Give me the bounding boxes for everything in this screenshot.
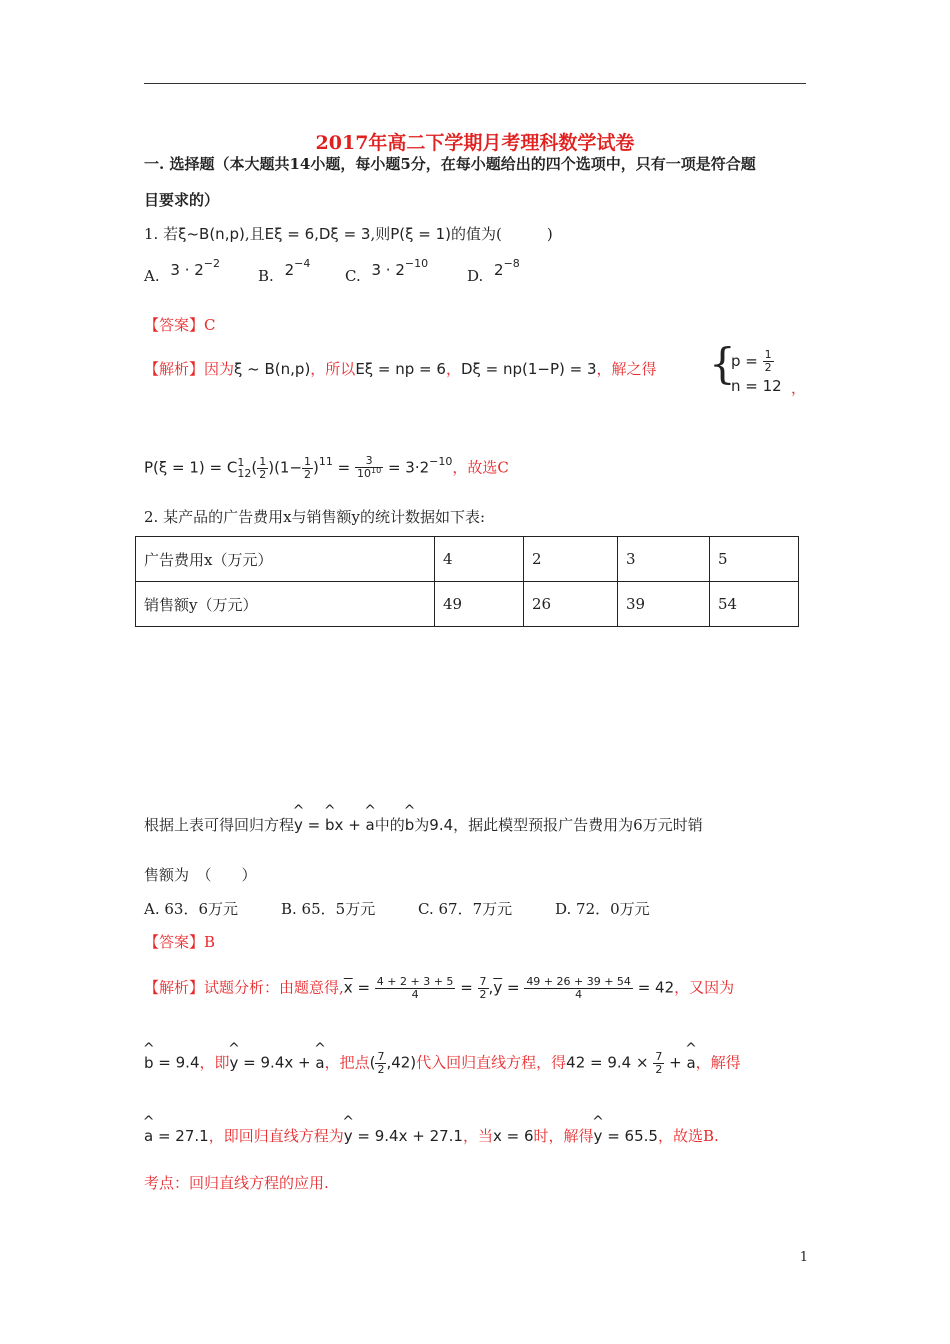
analysis-math: , <box>488 978 494 997</box>
option-label: B. <box>258 267 274 285</box>
analysis-math: ( <box>369 1053 376 1072</box>
q2-text: 根据上表可得回归方程 <box>144 816 295 834</box>
q2-math: x + <box>334 816 366 834</box>
q2-math: = <box>302 816 326 834</box>
section-heading: 一. 选择题（本大题共14小题，每小题5分，在每小题给出的四个选项中，只有一项是符合题 <box>144 155 756 173</box>
fraction-den: 4 <box>411 988 419 1001</box>
fraction-num: 1 <box>259 454 267 468</box>
q1-math: ξ~B(n,p) <box>178 225 245 243</box>
option-exp: −10 <box>404 257 429 270</box>
analysis-math: = <box>502 978 525 997</box>
q1-option-d <box>467 257 520 285</box>
fraction-den: 2 <box>259 467 267 481</box>
table-cell: 54 <box>710 582 799 627</box>
xbar: $\overline{x}$ <box>343 978 353 997</box>
hat-a: ^ a <box>315 1054 324 1072</box>
table-cell-label: 广告费用x（万元） <box>136 537 435 582</box>
fraction <box>375 976 456 1001</box>
q2-text: 某产品的广告费用x与销售额y的统计数据如下表: <box>163 508 486 526</box>
fraction-den: 2 <box>655 1063 663 1076</box>
analysis-math: = <box>352 978 375 997</box>
table-cell: 2 <box>524 537 618 582</box>
table-cell: 39 <box>618 582 710 627</box>
q1-text: ,且 <box>244 225 265 243</box>
combination-indices <box>237 457 251 479</box>
analysis-text: ，即回归直线方程为 <box>208 1127 344 1145</box>
fraction <box>375 1051 386 1076</box>
analysis-text: ，把点 <box>324 1053 370 1072</box>
q1-text: 的值为( ) <box>451 225 553 243</box>
q2-analysis-line3 <box>144 1125 719 1146</box>
table-cell: 26 <box>524 582 618 627</box>
table-cell: 5 <box>710 537 799 582</box>
comb-sup: 1 <box>237 456 245 469</box>
analysis-text: ，又因为 <box>674 978 735 997</box>
analysis-math: = 9.4x + <box>238 1053 316 1072</box>
option-value: 3 · 2 <box>371 261 405 279</box>
header-rule <box>144 83 806 84</box>
q1-text: 若 <box>163 225 179 243</box>
fraction-den: 2 <box>377 1063 385 1076</box>
table-cell: 3 <box>618 537 710 582</box>
q1-stem <box>144 223 553 244</box>
analysis-math: 42 = 9.4 × <box>566 1053 654 1072</box>
q2-knowledge-point: 考点：回归直线方程的应用. <box>144 1174 329 1192</box>
q2-text: ，据此模型预报广告费用为6万元时销 <box>453 816 703 834</box>
analysis-text: 时，解得 <box>533 1127 594 1145</box>
page-title: 2017年高二下学期月考理科数学试卷 <box>315 132 635 154</box>
analysis-math: = 9.4x + 27.1 <box>352 1127 463 1145</box>
system-line-p <box>731 349 774 374</box>
hat-a: ^ a <box>144 1127 153 1145</box>
fraction-den: 4 <box>575 988 583 1001</box>
table-row <box>136 537 799 582</box>
table-row <box>136 582 799 627</box>
q1-answer: 【答案】C <box>144 316 216 334</box>
analysis-text: ， <box>445 360 461 378</box>
hat-y: ^ y <box>344 1127 353 1145</box>
q2-stem <box>144 506 485 527</box>
analysis-tag: 【解析】 <box>144 360 205 378</box>
option-exp: −2 <box>203 257 221 270</box>
calc-part: = 3·2 <box>383 458 430 477</box>
analysis-math: x = 6 <box>492 1127 534 1145</box>
hat-y: ^ y <box>294 816 303 834</box>
q1-analysis <box>144 358 657 379</box>
fraction-num: 7 <box>377 1050 385 1063</box>
q2-text: 中的 <box>374 816 405 834</box>
hat-b: ^ b <box>325 816 335 834</box>
fraction <box>478 976 489 1001</box>
analysis-text: ，故选B. <box>657 1127 719 1145</box>
fraction <box>524 976 633 1001</box>
calc-power: −10 <box>429 454 453 468</box>
table-cell-label: 销售额y（万元） <box>136 582 435 627</box>
fraction-den: 2 <box>479 988 487 1001</box>
option-exp: −4 <box>294 257 311 270</box>
hat-b: ^ b <box>405 816 415 834</box>
analysis-math: = 42 <box>632 978 675 997</box>
option-label: D. <box>467 267 484 285</box>
analysis-text: 因为 <box>204 360 235 378</box>
hat-a: ^ a <box>366 816 375 834</box>
q1-option-b <box>258 257 311 285</box>
q2-number: 2. <box>144 508 159 526</box>
fraction-num: 7 <box>655 1050 663 1063</box>
fraction-num: 49 + 26 + 39 + 54 <box>526 975 631 988</box>
data-table <box>135 536 799 627</box>
analysis-text: ，解得 <box>695 1053 741 1072</box>
table-cell: 49 <box>435 582 524 627</box>
option-exp: −8 <box>503 257 520 270</box>
calc-power: 11 <box>318 454 333 468</box>
system-line-n: n = 12 <box>731 377 782 395</box>
fraction-num: 7 <box>479 975 487 988</box>
analysis-math: ,42) <box>386 1053 417 1072</box>
option-value: 2 <box>494 261 504 279</box>
q2-equation-line <box>144 814 703 835</box>
fraction-den: 2 <box>764 361 772 374</box>
q2-option-d: D. 72．0万元 <box>555 900 650 918</box>
fraction-den: 2 <box>304 467 312 481</box>
analysis-math: Dξ = np(1−P) = 3 <box>460 360 597 378</box>
q1-math: P(ξ = 1) <box>390 225 451 243</box>
fraction <box>763 349 774 374</box>
q2-option-a: A. 63．6万元 <box>144 900 238 918</box>
option-label: C. <box>345 267 361 285</box>
option-label: A. <box>144 267 160 285</box>
hat-y: ^ y <box>230 1054 239 1072</box>
section-heading-cont: 目要求的） <box>144 191 220 209</box>
calc-part: = <box>332 458 355 477</box>
analysis-math: = 65.5 <box>602 1127 658 1145</box>
fraction-den <box>355 468 383 481</box>
q1-number: 1. <box>144 225 159 243</box>
q1-text: ,则 <box>370 225 391 243</box>
page-number: 1 <box>799 1250 808 1265</box>
ybar: $\overline{y}$ <box>493 978 503 997</box>
option-value: 3 · 2 <box>170 261 204 279</box>
fraction-den-base: 10 <box>357 467 371 480</box>
q2-analysis-line2 <box>144 1051 741 1076</box>
analysis-math: = 27.1 <box>153 1127 209 1145</box>
sys-p: p = <box>731 352 763 370</box>
analysis-text: 试题分析：由题意得, <box>204 978 344 997</box>
analysis-math: = 9.4 <box>153 1053 200 1072</box>
analysis-math: = <box>455 978 478 997</box>
brace-glyph: { <box>709 339 736 388</box>
q2-answer: 【答案】B <box>144 933 216 951</box>
q2-math: 9.4 <box>429 816 454 834</box>
option-value: 2 <box>284 261 295 279</box>
fraction-den-exp: 10 <box>371 466 382 475</box>
analysis-text: ，即 <box>199 1053 230 1072</box>
q2-analysis-line1 <box>144 976 734 1001</box>
analysis-math: ξ ~ B(n,p) <box>234 360 311 378</box>
analysis-math: + <box>664 1053 687 1072</box>
analysis-tag: 【解析】 <box>144 978 205 997</box>
analysis-text: ，当 <box>462 1127 493 1145</box>
fraction <box>302 456 313 481</box>
hat-b: ^ b <box>144 1054 154 1072</box>
q1-math: Eξ = 6,Dξ = 3 <box>264 225 371 243</box>
analysis-math: Eξ = np = 6 <box>355 360 446 378</box>
fraction <box>257 456 268 481</box>
q2-stem-cont: 售额为 （ ） <box>144 866 257 884</box>
fraction <box>355 455 383 481</box>
hat-y: ^ y <box>594 1127 603 1145</box>
fraction-num: 4 + 2 + 3 + 5 <box>376 975 454 988</box>
analysis-text: 代入回归直线方程，得 <box>416 1053 567 1072</box>
fraction <box>653 1051 664 1076</box>
q1-option-a <box>144 257 221 285</box>
table-cell: 4 <box>435 537 524 582</box>
fraction-num: 1 <box>304 454 312 468</box>
analysis-text: ， <box>791 379 807 397</box>
comb-sub: 12 <box>237 467 252 480</box>
fraction-num: 1 <box>764 348 772 361</box>
q2-option-c: C. 67．7万元 <box>418 900 513 918</box>
hat-a: ^ a <box>686 1054 695 1072</box>
q1-option-c <box>345 257 429 285</box>
calc-tail: ，故选C <box>452 458 509 477</box>
q2-text: 为 <box>414 816 430 834</box>
analysis-text: ，所以 <box>310 360 356 378</box>
fraction-num: 3 <box>355 455 383 468</box>
q1-calculation: P(ξ = 1) = C 1 12 ( $\frac{1}{2}$ )(1− $\frac{1}{2}$ )$^{11}$ = $\frac{3}{10^{10}}$ = $3\cdot 2^{-10}$，故选C <box>144 454 509 481</box>
calc-part: (1− <box>274 458 303 477</box>
calc-part: P(ξ = 1) = C <box>144 458 238 477</box>
q2-option-b: B. 65．5万元 <box>281 900 376 918</box>
analysis-text: ，解之得 <box>596 360 657 378</box>
